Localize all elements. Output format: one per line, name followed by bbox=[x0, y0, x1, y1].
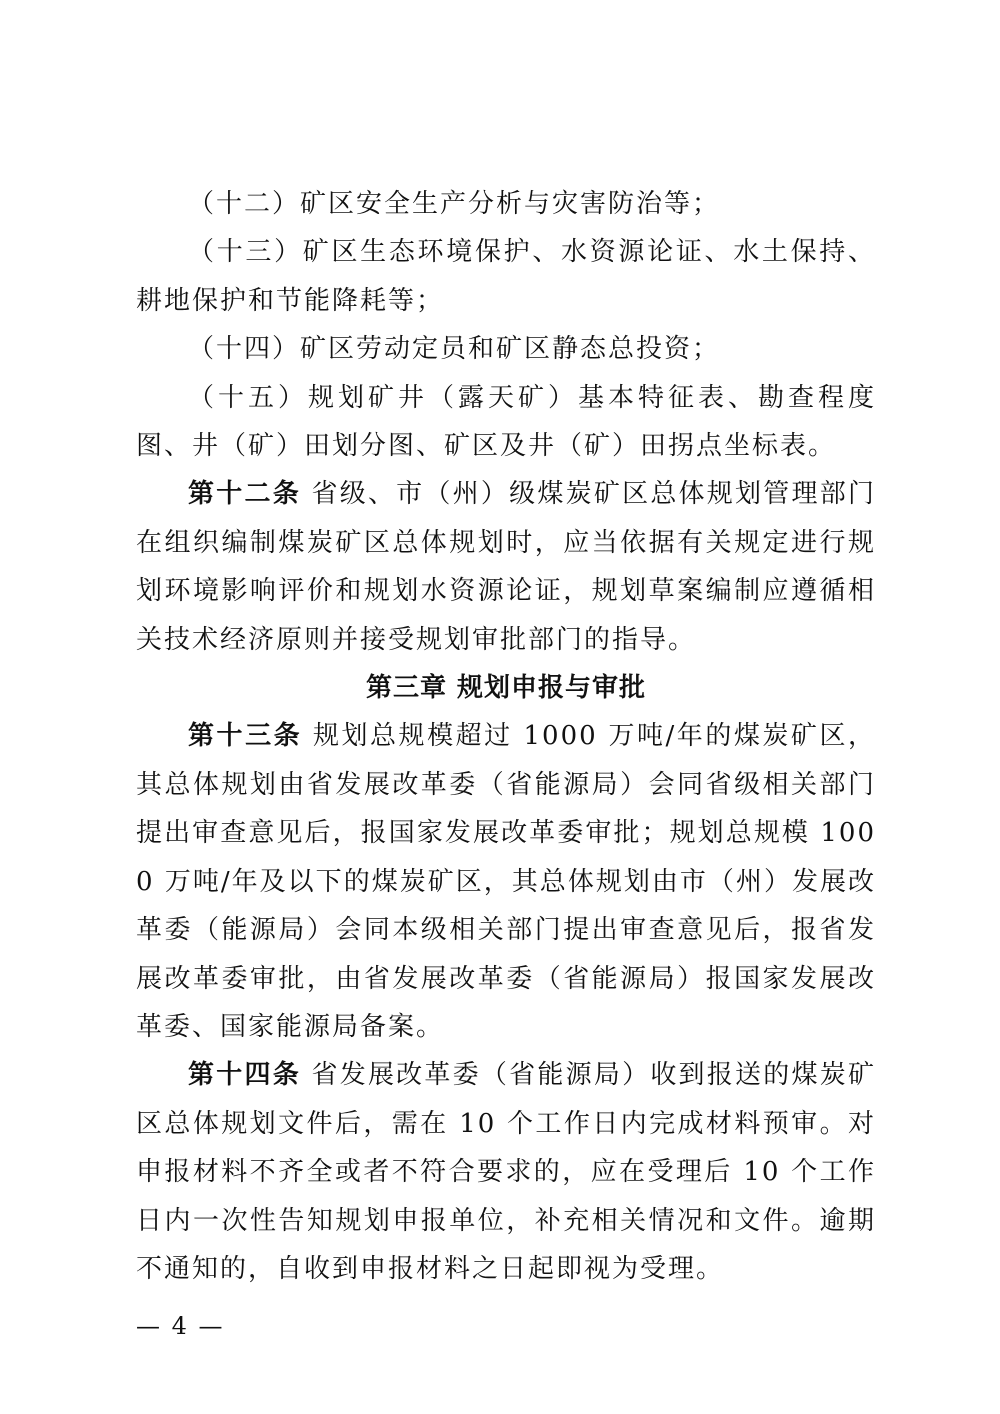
article-14-text: 省发展改革委（省能源局）收到报送的煤炭矿区总体规划文件后，需在 10 个工作日内完成材料预审。对申报材料不齐全或者不符合要求的，应在受理后 10 个工作日内一次性告知规划申报单位，补充相关情况和文件。逾期不通知的，自收到申报材料之日起即视为受理。 bbox=[136, 1060, 876, 1284]
document-body bbox=[136, 180, 876, 1293]
list-item-12: （十二）矿区安全生产分析与灾害防治等； bbox=[188, 189, 721, 219]
article-12-label: 第十二条 bbox=[188, 479, 301, 510]
chapter-heading: 第三章 规划申报与审批 bbox=[365, 673, 647, 704]
article-14-label: 第十四条 bbox=[188, 1060, 301, 1091]
list-item-15: （十五）规划矿井（露天矿）基本特征表、勘查程度图、井（矿）田划分图、矿区及井（矿）田拐点坐标表。 bbox=[136, 382, 876, 462]
article-13 bbox=[136, 712, 876, 1051]
article-12-text: 省级、市（州）级煤炭矿区总体规划管理部门在组织编制煤炭矿区总体规划时，应当依据有关规定进行规划环境影响评价和规划水资源论证，规划草案编制应遵循相关技术经济原则并接受规划审批部门的指导。 bbox=[136, 479, 876, 655]
article-13-label: 第十三条 bbox=[188, 721, 303, 752]
article-12 bbox=[136, 470, 876, 664]
list-item-13: （十三）矿区生态环境保护、水资源论证、水土保持、耕地保护和节能降耗等； bbox=[136, 237, 876, 316]
list-item-14: （十四）矿区劳动定员和矿区静态总投资； bbox=[188, 334, 721, 365]
article-13-text: 规划总规模超过 1000 万吨/年的煤炭矿区，其总体规划由省发展改革委（省能源局）会同省级相关部门提出审查意见后，报国家发展改革委审批；规划总规模 1000 万吨/年及以下的煤炭矿区，其总体规划由市（州）发展改革委（能源局）会同本级相关部门提出审查意见后，报省发展改革委审批，由省发展改革委（省能源局）报国家发展改革委、国家能源局备案。 bbox=[136, 721, 876, 1042]
page-number: — 4 — bbox=[136, 1312, 225, 1340]
article-14 bbox=[136, 1051, 876, 1293]
